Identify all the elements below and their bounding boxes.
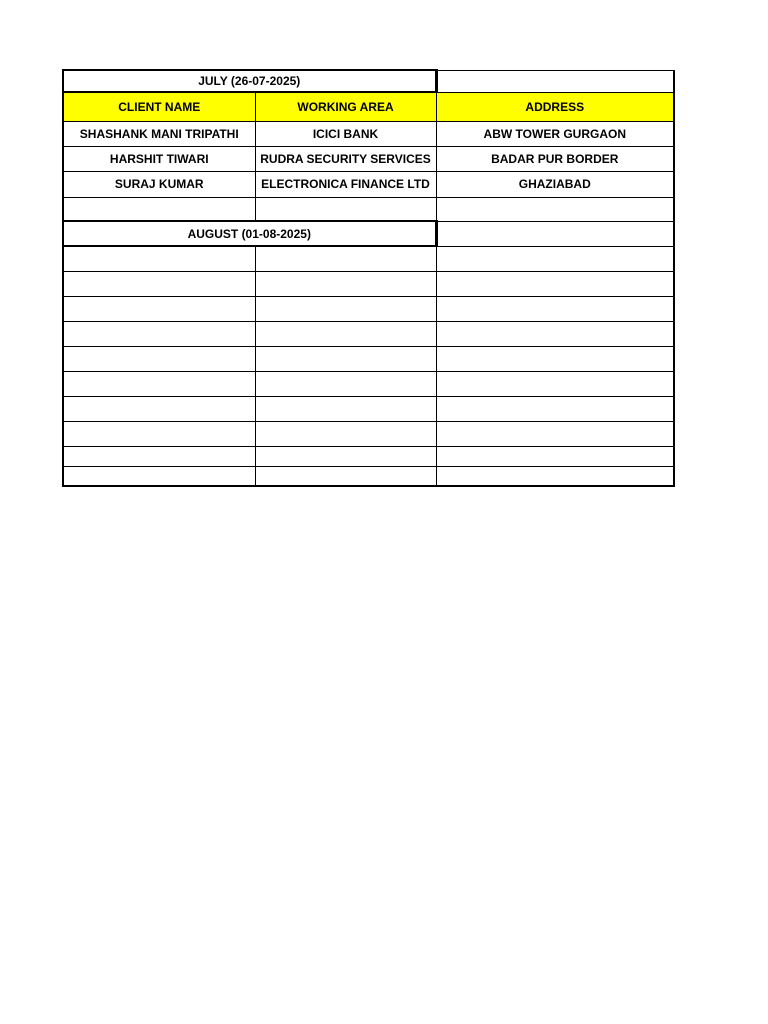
spreadsheet-table xyxy=(62,69,675,487)
empty-row xyxy=(63,371,674,396)
empty-cell[interactable] xyxy=(436,271,674,296)
address-cell[interactable]: BADAR PUR BORDER xyxy=(436,146,674,171)
client-name-cell[interactable]: SURAJ KUMAR xyxy=(63,171,255,197)
table-row xyxy=(63,146,674,171)
august-section-title[interactable]: AUGUST (01-08-2025) xyxy=(63,221,436,246)
empty-row xyxy=(63,396,674,421)
empty-row xyxy=(63,246,674,271)
empty-cell[interactable] xyxy=(63,346,255,371)
empty-cell[interactable] xyxy=(436,421,674,446)
empty-cell[interactable] xyxy=(436,197,674,221)
empty-cell[interactable] xyxy=(63,466,255,486)
client-name-cell[interactable]: SHASHANK MANI TRIPATHI xyxy=(63,121,255,146)
empty-cell[interactable] xyxy=(436,321,674,346)
empty-cell[interactable] xyxy=(436,70,674,92)
empty-row xyxy=(63,296,674,321)
empty-cell[interactable] xyxy=(255,371,436,396)
empty-cell[interactable] xyxy=(63,321,255,346)
table-row xyxy=(63,121,674,146)
header-row xyxy=(63,92,674,121)
empty-cell[interactable] xyxy=(436,396,674,421)
empty-cell[interactable] xyxy=(63,421,255,446)
empty-row xyxy=(63,197,674,221)
empty-cell[interactable] xyxy=(255,446,436,466)
empty-cell[interactable] xyxy=(255,271,436,296)
empty-cell[interactable] xyxy=(63,371,255,396)
empty-cell[interactable] xyxy=(436,296,674,321)
header-address[interactable]: ADDRESS xyxy=(436,92,674,121)
empty-row xyxy=(63,321,674,346)
empty-cell[interactable] xyxy=(255,346,436,371)
empty-cell[interactable] xyxy=(63,246,255,271)
empty-cell[interactable] xyxy=(63,446,255,466)
empty-cell[interactable] xyxy=(255,396,436,421)
empty-cell[interactable] xyxy=(436,446,674,466)
empty-row xyxy=(63,271,674,296)
empty-cell[interactable] xyxy=(436,346,674,371)
empty-cell[interactable] xyxy=(255,466,436,486)
empty-row xyxy=(63,446,674,466)
empty-cell[interactable] xyxy=(63,197,255,221)
header-client-name[interactable]: CLIENT NAME xyxy=(63,92,255,121)
empty-row xyxy=(63,346,674,371)
empty-row xyxy=(63,466,674,486)
empty-cell[interactable] xyxy=(255,296,436,321)
empty-cell[interactable] xyxy=(63,296,255,321)
header-working-area[interactable]: WORKING AREA xyxy=(255,92,436,121)
working-area-cell[interactable]: ICICI BANK xyxy=(255,121,436,146)
empty-cell[interactable] xyxy=(63,271,255,296)
working-area-cell[interactable]: ELECTRONICA FINANCE LTD xyxy=(255,171,436,197)
client-name-cell[interactable]: HARSHIT TIWARI xyxy=(63,146,255,171)
empty-cell[interactable] xyxy=(436,221,674,246)
empty-cell[interactable] xyxy=(436,246,674,271)
empty-cell[interactable] xyxy=(63,396,255,421)
july-section-title[interactable]: JULY (26-07-2025) xyxy=(63,70,436,92)
empty-cell[interactable] xyxy=(255,421,436,446)
table-row xyxy=(63,171,674,197)
address-cell[interactable]: GHAZIABAD xyxy=(436,171,674,197)
empty-cell[interactable] xyxy=(436,371,674,396)
july-section-row xyxy=(63,70,674,92)
empty-cell[interactable] xyxy=(255,321,436,346)
august-section-row xyxy=(63,221,674,246)
working-area-cell[interactable]: RUDRA SECURITY SERVICES xyxy=(255,146,436,171)
empty-cell[interactable] xyxy=(255,197,436,221)
empty-cell[interactable] xyxy=(255,246,436,271)
empty-row xyxy=(63,421,674,446)
address-cell[interactable]: ABW TOWER GURGAON xyxy=(436,121,674,146)
empty-cell[interactable] xyxy=(436,466,674,486)
